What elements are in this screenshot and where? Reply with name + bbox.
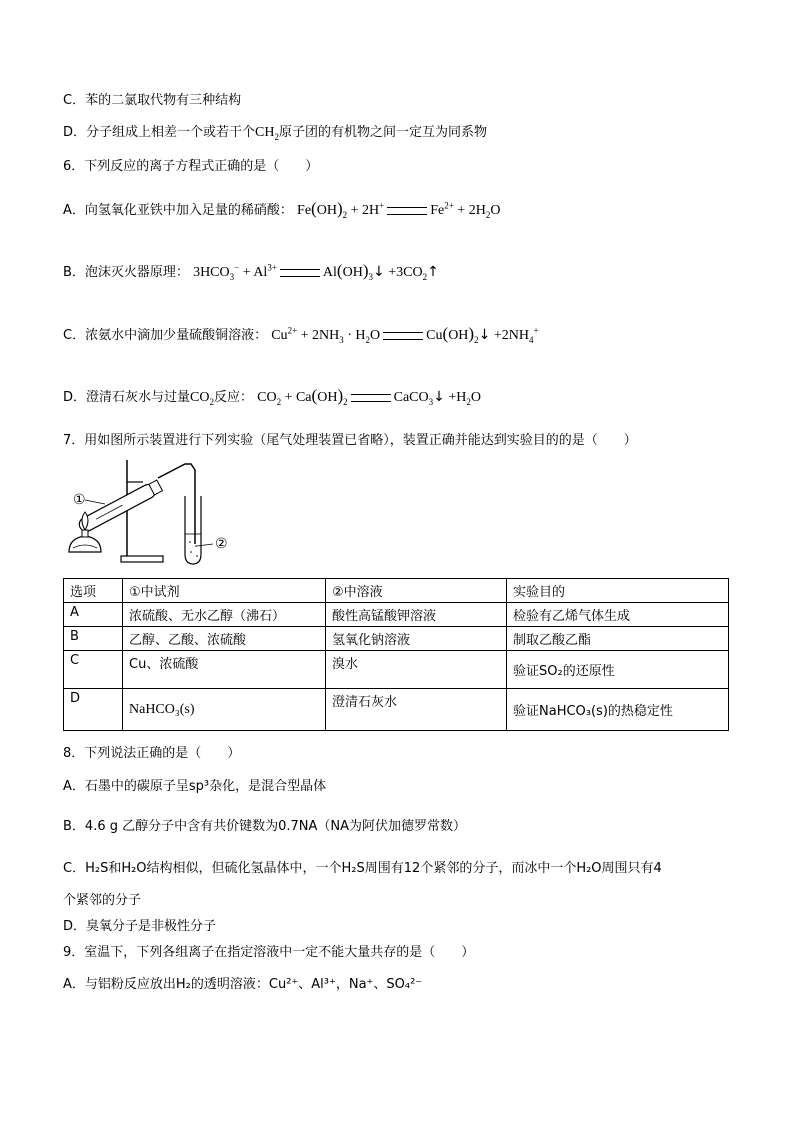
table-cell: 乙醇、乙酸、浓硫酸 [123, 627, 326, 651]
table-cell: 浓硫酸、无水乙醇（沸石） [123, 603, 326, 627]
q9-option-a: A．与铝粉反应放出H₂的透明溶液：Cu²⁺、Al³⁺，Na⁺、SO₄²⁻ [63, 977, 423, 992]
label-1 [73, 492, 105, 508]
q5-option-d-formula: $CH_2$ [255, 125, 279, 142]
q6-option-a: A．向氢氧化亚铁中加入足量的稀硝酸： $Fe(OH)_2 + 2H^+$ $Fe^{2+} + 2H_2O$ [63, 199, 501, 220]
table-header-cell: 选项 [64, 579, 123, 603]
q6-option-d: D．澄清石灰水与过量$CO_2$反应： $CO_2 + Ca(OH)_2$ CaCO$_3$↓ $+H_2O$ [63, 386, 481, 407]
q5-option-d [63, 124, 487, 142]
svg-text:②: ② [215, 536, 228, 552]
q6-option-b: B．泡沫灭火器原理： $3HCO_3^- + Al^{3+}$ $Al(OH)_3↓$ $+3CO_2↑$ [63, 261, 439, 282]
table-row [64, 651, 729, 689]
table-cell: 澄清石灰水 [326, 689, 507, 731]
table-cell: D [64, 689, 123, 731]
table-header-row [64, 579, 729, 603]
table-cell: 验证NaHCO₃(s)的热稳定性 [507, 689, 729, 731]
q9-stem: 9．室温下，下列各组离子在指定溶液中一定不能大量共存的是（ ） [63, 945, 475, 960]
q8-option-d: D．臭氧分子是非极性分子 [63, 919, 217, 934]
q8-option-c-line2: 个紧邻的分子 [63, 893, 142, 908]
q7-stem: 7．用如图所示装置进行下列实验（尾气处理装置已省略），装置正确并能达到实验目的的是（ ） [63, 433, 637, 448]
table-cell: B [64, 627, 123, 651]
q8-option-a: A．石墨中的碳原子呈sp³杂化，是混合型晶体 [63, 779, 327, 794]
table-cell: 检验有乙烯气体生成 [507, 603, 729, 627]
table-cell: 制取乙酸乙酯 [507, 627, 729, 651]
table-cell: 验证SO₂的还原性 [507, 651, 729, 689]
q6-stem: 6．下列反应的离子方程式正确的是（ ） [63, 159, 319, 174]
q5-option-d-post: 原子团的有机物之间一定互为同系物 [278, 125, 487, 140]
q8-option-b: B．4.6 g 乙醇分子中含有共价键数为0.7NA（NA为阿伏加德罗常数） [63, 819, 467, 834]
table-row [64, 689, 729, 731]
table-cell: NaHCO₃(s) [123, 689, 326, 731]
table-row [64, 603, 729, 627]
test-tube [77, 479, 163, 534]
table-cell: Cu、浓硫酸 [123, 651, 326, 689]
table-header-cell: ②中溶液 [326, 579, 507, 603]
delivery-tube [158, 464, 195, 544]
svg-text:①: ① [73, 492, 86, 508]
apparatus-diagram [63, 456, 243, 570]
receiving-tube [185, 496, 201, 564]
table-cell: 溴水 [326, 651, 507, 689]
table-header-cell: 实验目的 [507, 579, 729, 603]
experiment-table [63, 578, 729, 731]
stand-base [121, 556, 163, 562]
table-cell: 氢氧化钠溶液 [326, 627, 507, 651]
table-cell: C [64, 651, 123, 689]
q5-option-c: C．苯的二氯取代物有三种结构 [63, 93, 242, 108]
q8-option-c-line1: C．H₂S和H₂O结构相似，但硫化氢晶体中，一个H₂S周围有12个紧邻的分子，而冰中一个H₂O周围只有4 [63, 861, 662, 876]
q6-option-c: C．浓氨水中滴加少量硫酸铜溶液： $Cu^{2+} + 2NH_3 \cdot H_2O$ $Cu(OH)_2↓ +2NH_4^+$ [63, 324, 539, 345]
q5-option-d-pre: D．分子组成上相差一个或若干个 [63, 125, 256, 140]
table-header-cell: ①中试剂 [123, 579, 326, 603]
q8-stem: 8．下列说法正确的是（ ） [63, 746, 241, 761]
table-row [64, 627, 729, 651]
table-cell: A [64, 603, 123, 627]
table-cell: 酸性高锰酸钾溶液 [326, 603, 507, 627]
